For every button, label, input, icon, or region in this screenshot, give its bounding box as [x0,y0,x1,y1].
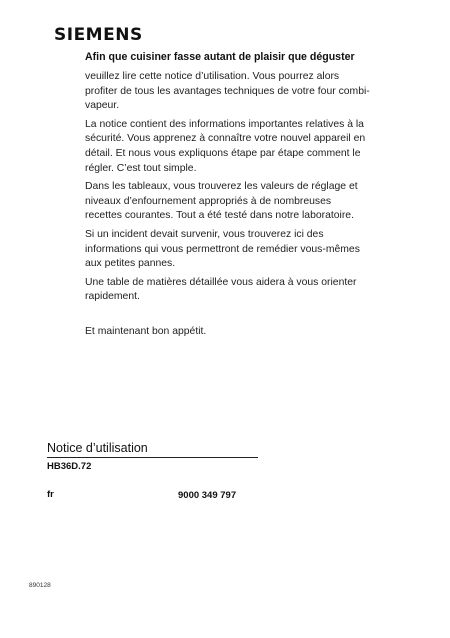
closing-line: Et maintenant bon appétit. [85,325,207,337]
paragraph: Dans les tableaux, vous trouverez les valeurs de réglage et niveaux d’enfournement appropriés à de nombreuses recettes courantes. Tout a été testé dans notre laboratoire. [85,181,358,222]
headline: Afin que cuisiner fasse autant de plaisir que déguster [85,51,355,63]
title-divider [47,457,258,458]
document-title: Notice d’utilisation [47,441,148,455]
model-number: HB36D.72 [47,461,92,472]
intro-text [85,70,370,344]
paragraph: veuillez lire cette notice d’utilisation. Vous pourrez alors profiter de tous les avantages techniques de votre four combi-vapeur. [85,71,370,112]
paragraph: La notice contient des informations importantes relatives à la sécurité. Vous apprenez à connaître votre nouvel appareil en détail. Et nous vous expliquons étape par étape comment le régler. C’est tout simple. [85,118,366,174]
paragraph: Si un incident devait survenir, vous trouverez ici des informations qui vous permettront de remédier vous-mêmes aux petites pannes. [85,228,360,270]
print-code: 890128 [29,582,51,589]
paragraph: Une table de matières détaillée vous aidera à vous orienter rapidement. [85,276,357,303]
language-code: fr [47,489,54,500]
brand-logo: SIEMENS [54,25,143,45]
part-number: 9000 349 797 [178,490,237,501]
